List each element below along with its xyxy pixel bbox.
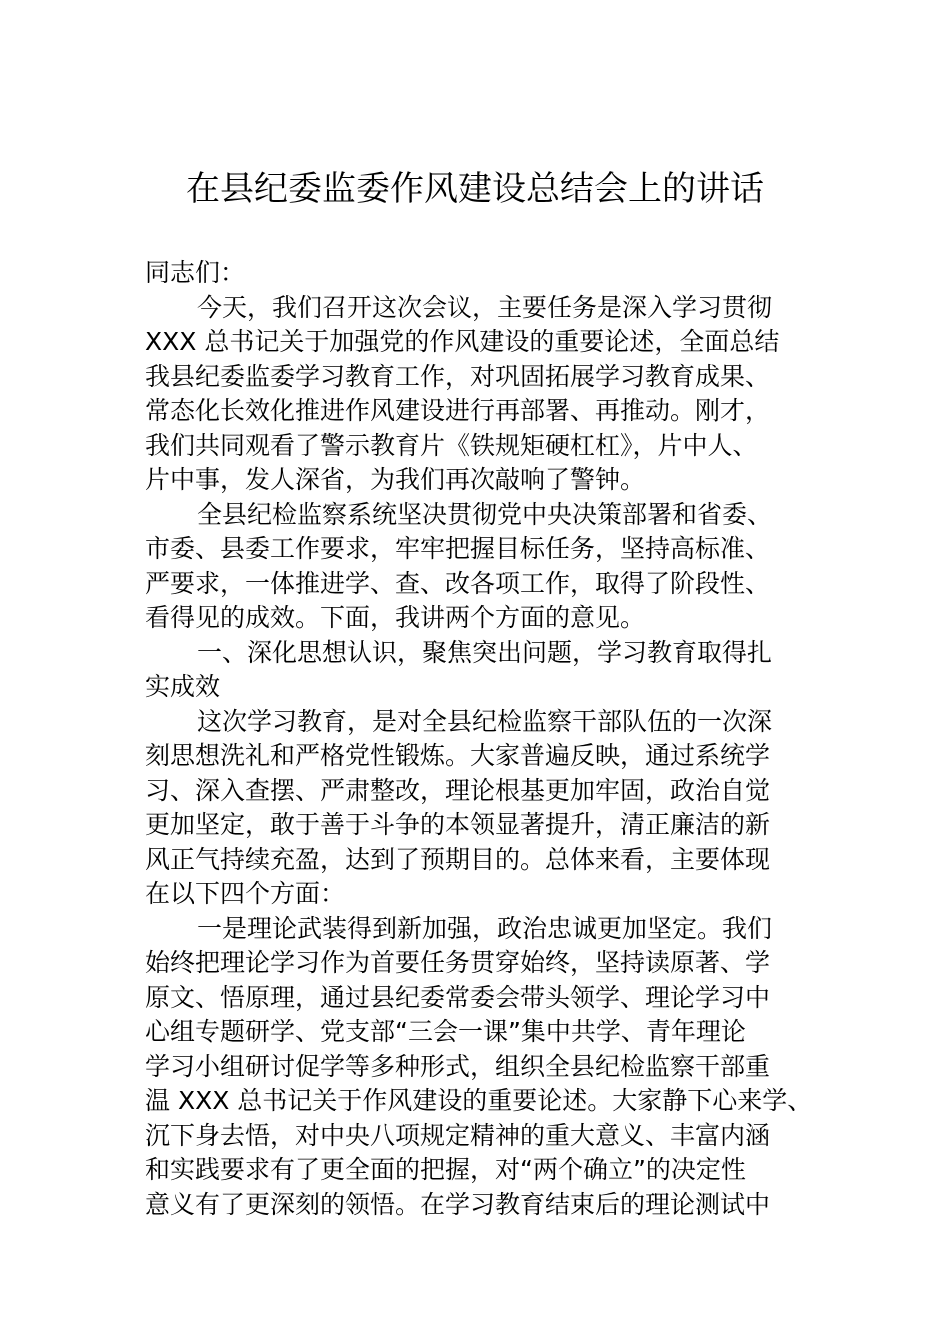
body-line: 始终把理论学习作为首要任务贯穿始终，坚持读原著、学 xyxy=(145,948,771,977)
body-line: 同志们： xyxy=(145,258,246,287)
body-line: XXX 总书记关于加强党的作风建设的重要论述，全面总结 xyxy=(145,327,780,356)
body-line: 和实践要求有了更全面的把握，对“两个确立”的决定性 xyxy=(145,1155,746,1184)
body-line: 意义有了更深刻的领悟。在学习教育结束后的理论测试中 xyxy=(145,1189,771,1219)
document-body xyxy=(145,256,815,1222)
body-line: 风正气持续充盈，达到了预期目的。总体来看，主要体现 xyxy=(145,844,771,874)
body-line: 常态化长效化推进作风建设进行再部署、再推动。刚才， xyxy=(145,396,771,425)
body-line: 看得见的成效。下面，我讲两个方面的意见。 xyxy=(145,603,646,632)
body-line: 更加坚定，敢于善于斗争的本领显著提升，清正廉洁的新 xyxy=(145,810,771,839)
body-line: 今天，我们召开这次会议，主要任务是深入学习贯彻 xyxy=(197,292,773,322)
body-line: 一是理论武装得到新加强，政治忠诚更加坚定。我们 xyxy=(197,913,773,943)
body-line: 严要求，一体推进学、查、改各项工作，取得了阶段性、 xyxy=(145,568,771,598)
body-line: 这次学习教育，是对全县纪检监察干部队伍的一次深 xyxy=(197,706,773,736)
body-line: 心组专题研学、党支部“三会一课”集中共学、青年理论 xyxy=(145,1017,746,1046)
body-line: 我县纪委监委学习教育工作，对巩固拓展学习教育成果、 xyxy=(145,361,771,391)
body-line: 沉下身去悟，对中央八项规定精神的重大意义、丰富内涵 xyxy=(145,1120,771,1150)
body-line: 全县纪检监察系统坚决贯彻党中央决策部署和省委、 xyxy=(197,499,773,529)
body-line: 原文、悟原理，通过县纪委常委会带头领学、理论学习中 xyxy=(145,982,771,1012)
body-line: 我们共同观看了警示教育片《铁规矩硬杠杠》，片中人、 xyxy=(145,430,758,460)
body-line: 习、深入查摆、严肃整改，理论根基更加牢固，政治自觉 xyxy=(145,775,771,805)
body-line: 一、深化思想认识，聚焦突出问题，学习教育取得扎 xyxy=(197,637,773,667)
document-title: 在县纪委监委作风建设总结会上的讲话 xyxy=(186,169,764,209)
body-line: 市委、县委工作要求，牢牢把握目标任务，坚持高标准、 xyxy=(145,534,771,563)
body-line: 片中事，发人深省，为我们再次敲响了警钟。 xyxy=(145,465,646,494)
body-line: 实成效 xyxy=(145,672,221,701)
body-line: 在以下四个方面： xyxy=(145,879,346,908)
body-line: 刻思想洗礼和严格党性锻炼。大家普遍反映，通过系统学 xyxy=(145,741,771,770)
body-line: 温 XXX 总书记关于作风建设的重要论述。大家静下心来学、 xyxy=(145,1086,813,1115)
body-line: 学习小组研讨促学等多种形式，组织全县纪检监察干部重 xyxy=(145,1051,771,1081)
